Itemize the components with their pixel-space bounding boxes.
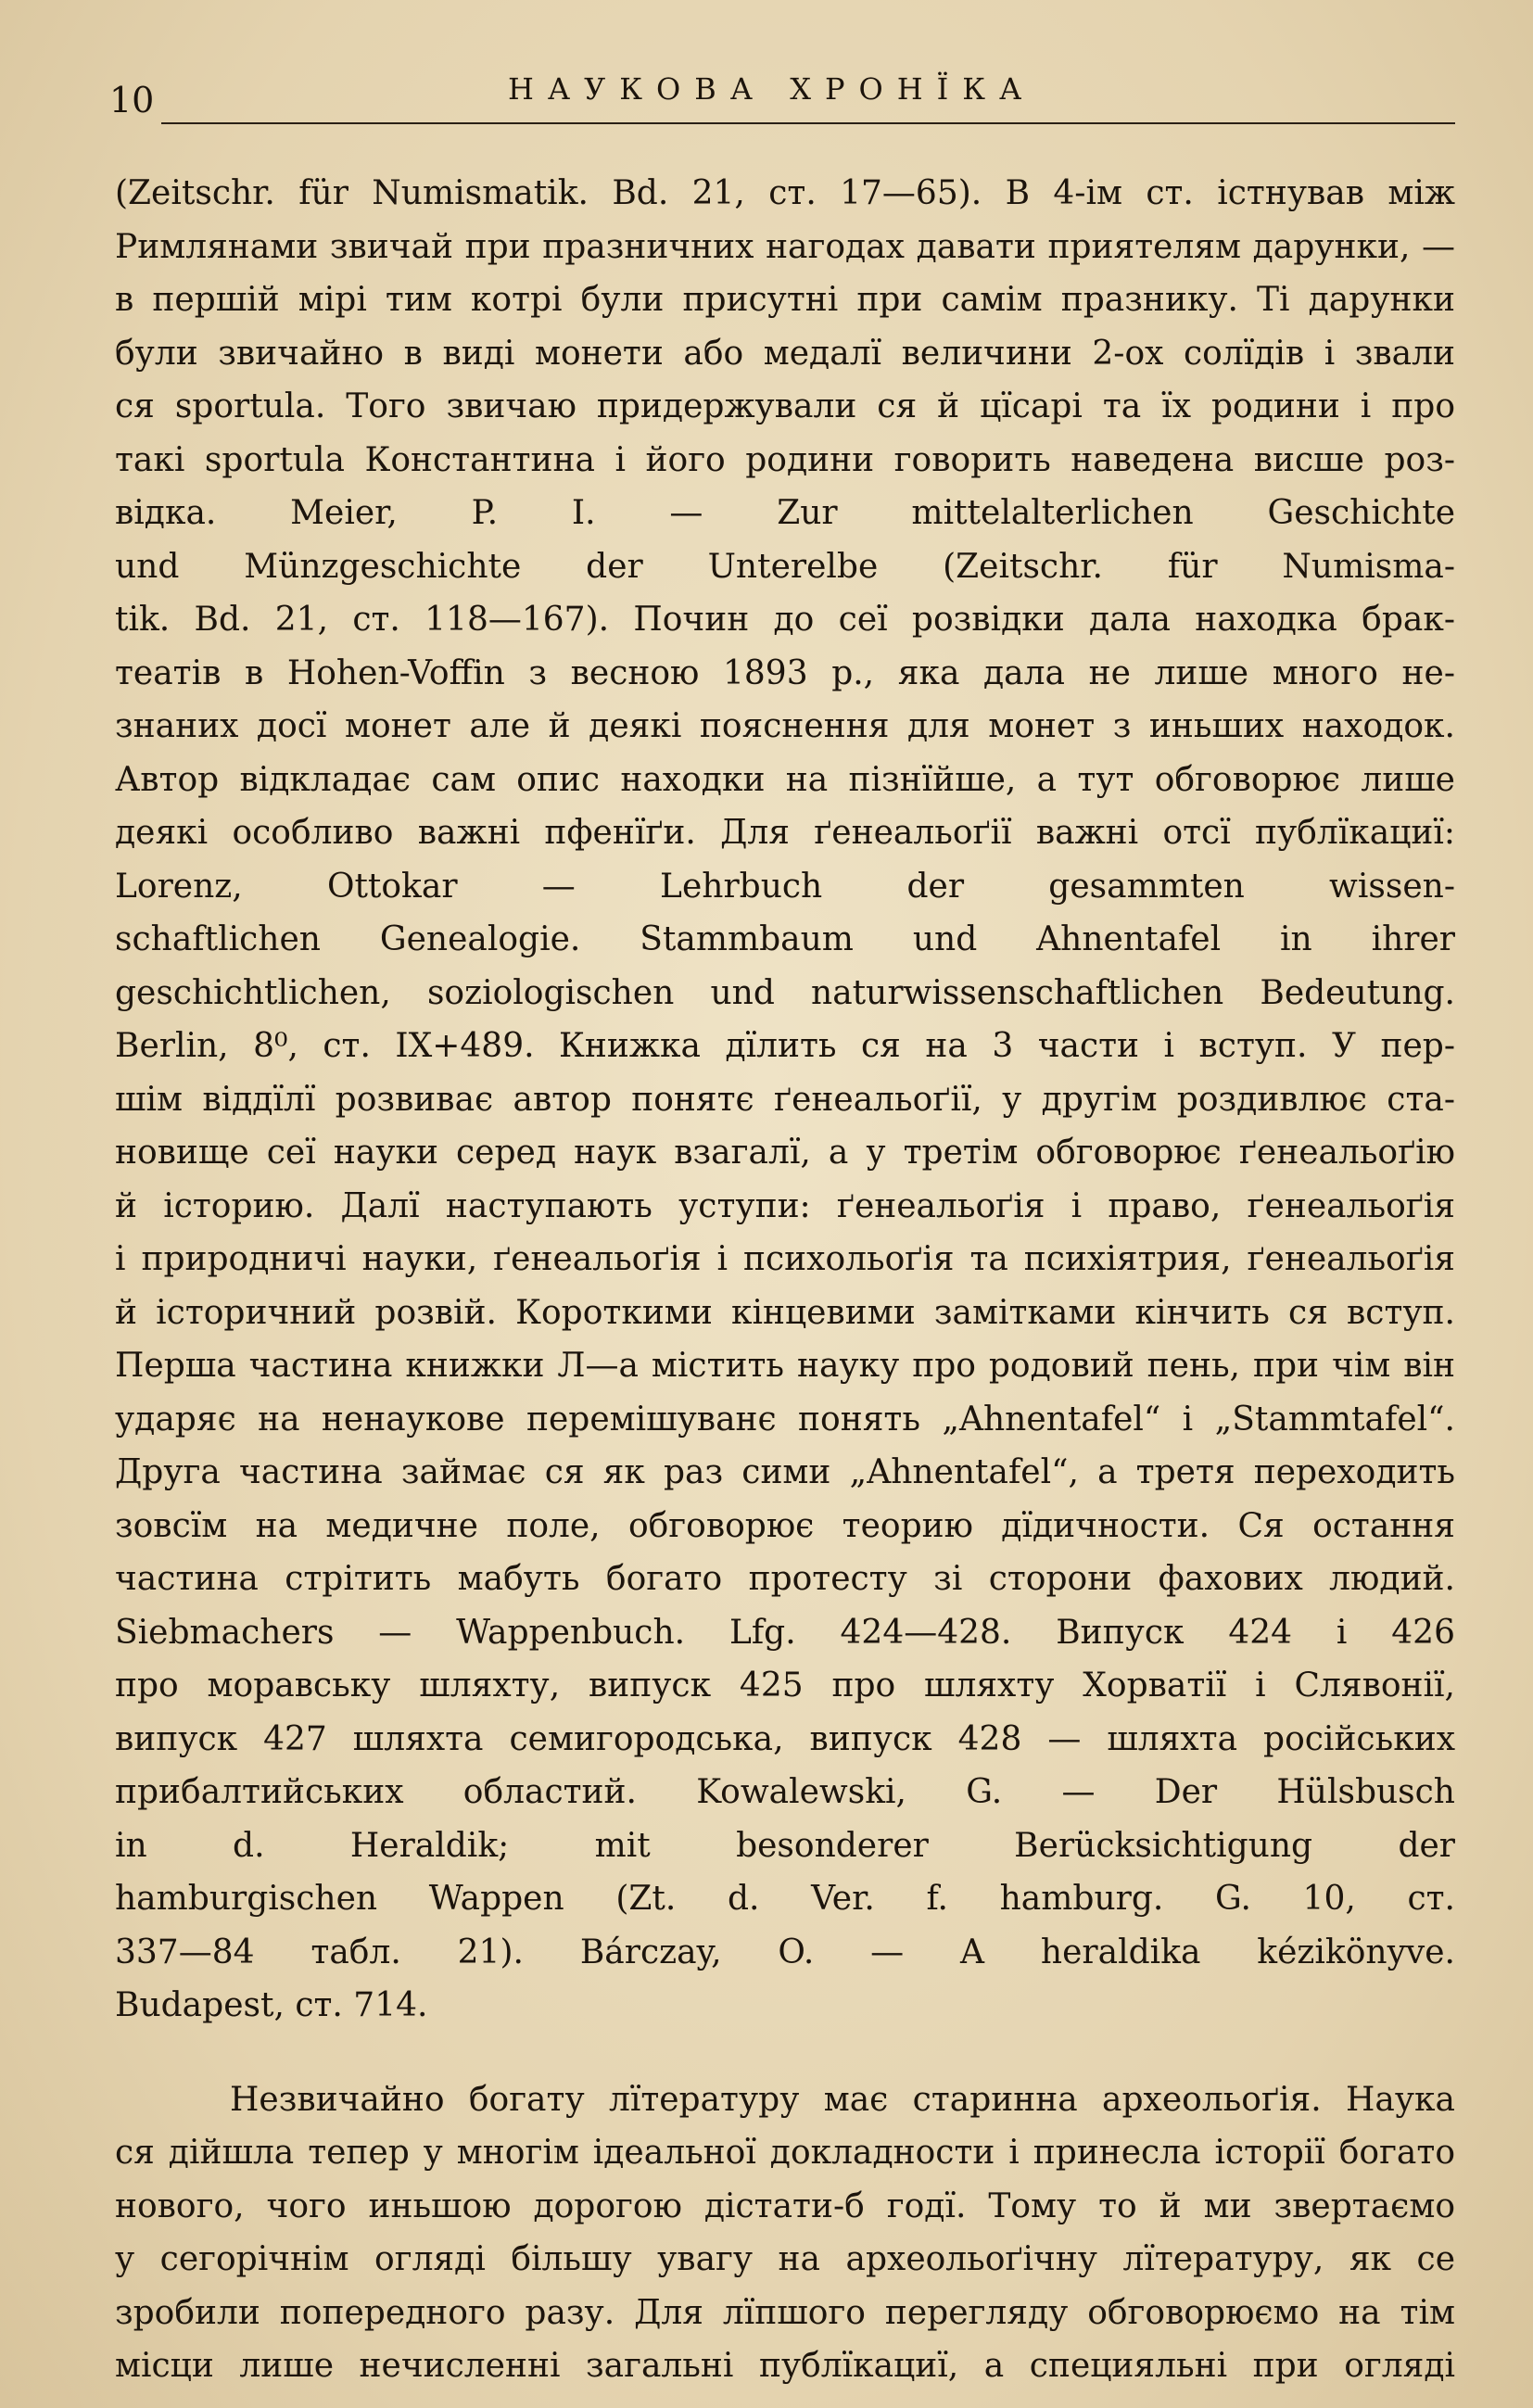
- text-line: in d. Heraldik; mit besonderer Berücksichtigung der: [115, 1826, 1455, 1865]
- text-line: hamburgischen Wappen (Zt. d. Ver. f. hamburg. G. 10, ст.: [115, 1880, 1455, 1918]
- text-line: Друга частина займає ся як раз сими „Ahnentafel“, а третя переходить: [115, 1453, 1455, 1491]
- text-line: деякі особливо важні пфенїґи. Для ґенеальоґії важні отсї публїкациї:: [115, 814, 1455, 852]
- text-line: нового, чого иньшою дорогою дістати-б годї. Тому то й ми звертаємо: [115, 2186, 1455, 2225]
- text-line: schaftlichen Genealogie. Stammbaum und Ahnentafel in ihrer: [115, 920, 1455, 958]
- text-line: Lorenz, Ottokar — Lehrbuch der gesammten wissen-: [115, 867, 1455, 906]
- text-line: частина стрітить мабуть богато протесту зі сторони фахових людий.: [115, 1560, 1455, 1598]
- text-line: Budapest, ст. 714.: [115, 1986, 428, 2024]
- text-line: й історичний розвій. Короткими кінцевими замітками кінчить ся вступ.: [115, 1293, 1455, 1332]
- text-line: Незвичайно богату лїтературу має старинна археольоґія. Наука: [230, 2080, 1455, 2119]
- text-line: Berlin, 8⁰, ст. IX+489. Книжка дїлить ся на 3 части і вступ. У пер-: [115, 1027, 1455, 1065]
- text-line: у сегорічнім огляді більшу увагу на археольоґічну лїтературу, як се: [115, 2240, 1455, 2278]
- text-line: випуск 427 шляхта семигородська, випуск 428 — шляхта російських: [115, 1719, 1455, 1758]
- paragraph-numismatics-genealogy: [115, 167, 1455, 2033]
- text-line: ся дійшла тепер у многім ідеальної докладности і принесла історії богато: [115, 2134, 1455, 2172]
- text-line: шім віддїлї розвиває автор понятє ґенеальоґії, у другім роздивлює ста-: [115, 1080, 1455, 1119]
- text-line: були звичайно в виді монети або медалї величини 2-ох солїдів і звали: [115, 334, 1455, 373]
- text-line: театів в Hohen-Voffin з весною 1893 р., яка дала не лише много не-: [115, 653, 1455, 692]
- text-line: tik. Bd. 21, ст. 118—167). Почин до сеї розвідки дала находка брак-: [115, 601, 1455, 639]
- body-text: [115, 167, 1455, 2393]
- text-line: Перша частина книжки Л—а містить науку про родовий пень, при чім він: [115, 1347, 1455, 1385]
- text-line: зробили попередного разу. Для лїпшого перегляду обговорюємо на тім: [115, 2293, 1455, 2332]
- text-line: Автор відкладає сам опис находки на пізнїйше, а тут обговорює лише: [115, 760, 1455, 799]
- paragraph-archaeology: [115, 2073, 1455, 2393]
- text-line: такі sportula Константина і його родини говорить наведена висше роз-: [115, 440, 1455, 479]
- paragraph-gap: [115, 2033, 1455, 2073]
- text-line: geschichtlichen, soziologischen und naturwissenschaftlichen Bedeutung.: [115, 973, 1455, 1012]
- text-line: Siebmachers — Wappenbuch. Lfg. 424—428. Випуск 424 і 426: [115, 1613, 1455, 1652]
- text-line: місци лише нечисленні загальні публїкациї, а специяльні при огляді: [115, 2347, 1455, 2385]
- text-line: und Münzgeschichte der Unterelbe (Zeitschr. für Numisma-: [115, 547, 1455, 586]
- text-line: ударяє на ненаукове перемішуванє понять „Ahnentafel“ і „Stammtafel“.: [115, 1400, 1455, 1438]
- text-line: знаних досї монет але й деякі пояснення для монет з иньших находок.: [115, 707, 1455, 745]
- text-line: новище сеї науки серед наук взагалї, а у третім обговорює ґенеальоґію: [115, 1134, 1455, 1172]
- text-line: про моравську шляхту, випуск 425 про шляхту Хорватії і Слявонії,: [115, 1667, 1455, 1705]
- text-line: відка. Meier, P. I. — Zur mittelalterlichen Geschichte: [115, 494, 1455, 532]
- page-header: [109, 67, 1455, 132]
- text-line: зовсїм на медичне поле, обговорює теорию дїдичности. Ся остання: [115, 1506, 1455, 1545]
- text-line: й історию. Далї наступають уступи: ґенеальоґія і право, ґенеальоґія: [115, 1186, 1455, 1225]
- text-line: (Zeitschr. für Numismatik. Bd. 21, ст. 17—65). В 4-ім ст. істнував між: [115, 174, 1455, 212]
- text-line: прибалтийських областий. Kowalewski, G. — Der Hülsbusch: [115, 1773, 1455, 1811]
- page-number: 10: [109, 80, 155, 120]
- text-line: в першій мірі тим котрі були присутні при самім празнику. Ті дарунки: [115, 281, 1455, 319]
- running-title: НАУКОВА ХРОНЇКА: [508, 71, 1036, 107]
- text-line: ся sportula. Того звичаю придержували ся й цїсарі та їх родини і про: [115, 387, 1455, 425]
- text-line: Римлянами звичай при празничних нагодах давати приятелям дарунки, —: [115, 227, 1455, 266]
- text-line: і природничі науки, ґенеальоґія і психольоґія та психіятрия, ґенеальоґія: [115, 1240, 1455, 1278]
- header-rule: [161, 122, 1455, 124]
- text-line: 337—84 табл. 21). Bárczay, O. — A heraldika kézikönyve.: [115, 1933, 1455, 1971]
